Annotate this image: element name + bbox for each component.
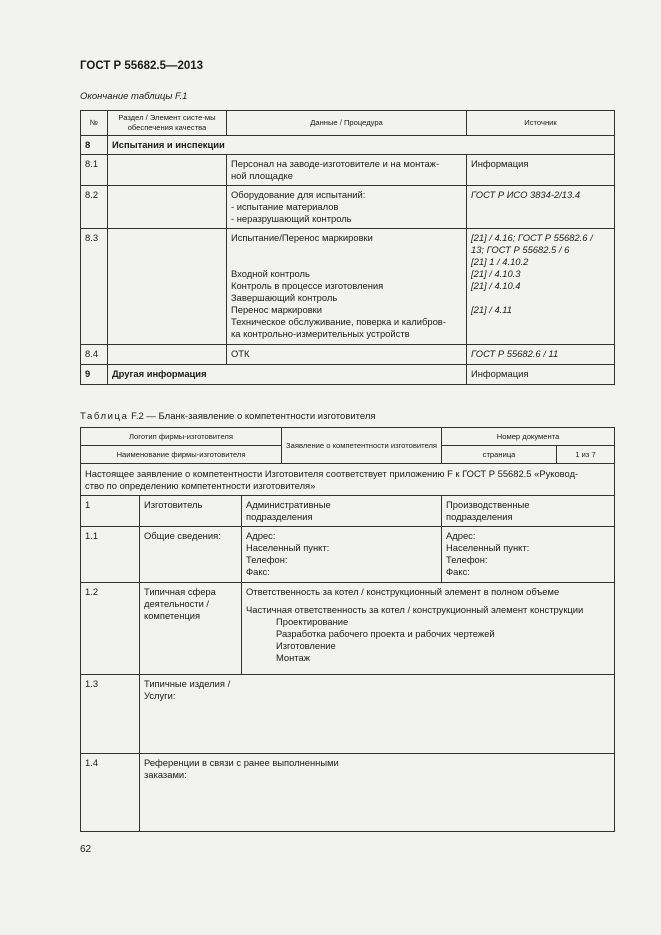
row-source (467, 229, 615, 345)
section-source: Информация (467, 365, 615, 385)
admin-contacts (242, 527, 442, 583)
document-title: ГОСТ Р 55682.5—2013 (80, 60, 204, 72)
table-f2 (80, 427, 615, 832)
header-source: Источник (467, 111, 615, 136)
logo-cell: Логотип фирмы-изготовителя (81, 428, 282, 446)
row-source-line: [21] / 4.10.3 (471, 268, 521, 279)
row-num: 1 (81, 496, 140, 527)
intro-text (81, 464, 615, 496)
section-row-8 (81, 136, 615, 155)
row-label-line: Типичные изделия / (144, 678, 231, 689)
header-element: Раздел / Элемент систе-мы обеспечения качества (108, 111, 227, 136)
form-row (81, 527, 615, 583)
row-data (227, 186, 467, 229)
form-row (81, 583, 615, 675)
row-label: Изготовитель (140, 496, 242, 527)
row-data-line: Перенос маркировки (231, 304, 323, 315)
row-data-line: ной площадке (231, 170, 293, 181)
competence-item: Изготовление (276, 640, 336, 651)
row-source-line: Информация (471, 158, 529, 169)
table-row (81, 345, 615, 365)
row-data-line: ОТК (231, 348, 250, 359)
row-source-line: [21] 1 / 4.10.2 (471, 256, 529, 267)
production-contacts (442, 527, 615, 583)
row-data-line: - испытание материалов (231, 201, 339, 212)
production-units (442, 496, 615, 527)
row-element (108, 186, 227, 229)
table-row (81, 229, 615, 345)
row-source-line: [21] / 4.11 (471, 304, 513, 315)
row-data-line: Входной контроль (231, 268, 310, 279)
competence-options (242, 583, 615, 675)
admin-line: Административные (246, 499, 331, 510)
table1-caption: Окончание таблицы F.1 (80, 91, 188, 102)
contact-fax-label: Факс: (246, 566, 270, 577)
row-source (467, 345, 615, 365)
contact-city-label: Населенный пункт: (246, 542, 330, 553)
row-source-line: ГОСТ Р 55682.6 / 11 (471, 348, 559, 359)
statement-cell: Заявление о компетентности изготовителя (282, 428, 442, 464)
row-source (467, 155, 615, 186)
intro-row (81, 464, 615, 496)
form-row (81, 496, 615, 527)
header-num: № (81, 111, 108, 136)
row-data-line: Оборудование для испытаний: (231, 189, 366, 200)
production-line: Производственные (446, 499, 530, 510)
row-element (108, 229, 227, 345)
spacer (231, 244, 462, 256)
row-data-line: Завершающий контроль (231, 292, 338, 303)
intro-line: ство по определению компетентности изготовителя» (85, 480, 316, 491)
row-num: 8.2 (81, 186, 108, 229)
page-value-cell: 1 из 7 (557, 446, 615, 464)
full-responsibility-option: Ответственность за котел / конструкционный элемент в полном объеме (246, 586, 560, 597)
form-row (81, 675, 615, 754)
row-num: 8.3 (81, 229, 108, 345)
row-label-line: компетенция (144, 610, 201, 621)
section-row-9 (81, 365, 615, 385)
row-num: 1.4 (81, 754, 140, 832)
caption-prefix: Таблица (80, 411, 129, 422)
spacer (471, 292, 610, 304)
contact-address-label: Адрес: (446, 530, 476, 541)
row-label (140, 583, 242, 675)
row-data-line: Персонал на заводе-изготовителе и на монтаж- (231, 158, 440, 169)
form-header-row (81, 428, 615, 446)
table-row (81, 155, 615, 186)
row-num: 1.2 (81, 583, 140, 675)
intro-line: Настоящее заявление о компетентности Изготовителя соответствует приложению F к ГОСТ Р 55682.5 «Руковод- (85, 468, 579, 479)
company-name-cell: Наименование фирмы-изготовителя (81, 446, 282, 464)
competence-item: Разработка рабочего проекта и рабочих чертежей (276, 628, 495, 639)
competence-item: Проектирование (276, 616, 349, 627)
table2-caption (80, 411, 376, 422)
table-f1 (80, 110, 615, 385)
row-source-line: 13; ГОСТ Р 55682.5 / 6 (471, 244, 570, 255)
row-label-line: Типичная сфера (144, 586, 216, 597)
row-data (227, 345, 467, 365)
row-label (140, 754, 615, 832)
row-source-line: [21] / 4.10.4 (471, 280, 521, 291)
row-num: 8.1 (81, 155, 108, 186)
page-label-cell: страница (442, 446, 557, 464)
row-data (227, 229, 467, 345)
row-label: Общие сведения: (140, 527, 242, 583)
header-data: Данные / Процедура (227, 111, 467, 136)
contact-phone-label: Телефон: (446, 554, 488, 565)
row-label (140, 675, 615, 754)
row-label-line: Услуги: (144, 690, 176, 701)
row-data-line: Техническое обслуживание, поверка и калибров- (231, 316, 446, 327)
row-label-line: Референции в связи с ранее выполненными (144, 757, 339, 768)
admin-line: подразделения (246, 511, 313, 522)
caption-text: F.2 — Бланк-заявление о компетентности изготовителя (128, 411, 376, 422)
table-row (81, 186, 615, 229)
contact-address-label: Адрес: (246, 530, 276, 541)
docnum-cell: Номер документа (442, 428, 615, 446)
row-data (227, 155, 467, 186)
row-source (467, 186, 615, 229)
row-label-line: деятельности / (144, 598, 210, 609)
row-num: 8.4 (81, 345, 108, 365)
row-data-line: Испытание/Перенос маркировки (231, 232, 373, 243)
row-element (108, 155, 227, 186)
row-data-line: - неразрушающий контроль (231, 213, 352, 224)
table-header-row (81, 111, 615, 136)
row-num: 1.3 (81, 675, 140, 754)
spacer (231, 256, 462, 268)
section-num: 8 (81, 136, 108, 155)
contact-phone-label: Телефон: (246, 554, 288, 565)
row-data-line: Контроль в процессе изготовления (231, 280, 384, 291)
row-source-line: ГОСТ Р ИСО 3834-2/13.4 (471, 189, 581, 200)
competence-item: Монтаж (276, 652, 310, 663)
contact-city-label: Населенный пункт: (446, 542, 530, 553)
contact-fax-label: Факс: (446, 566, 470, 577)
page-number: 62 (80, 844, 92, 855)
production-line: подразделения (446, 511, 513, 522)
admin-units (242, 496, 442, 527)
section-title: Испытания и инспекции (108, 136, 615, 155)
row-data-line: ка контрольно-измерительных устройств (231, 328, 410, 339)
partial-responsibility-option: Частичная ответственность за котел / конструкционный элемент конструкции (246, 604, 584, 615)
section-title: Другая информация (108, 365, 467, 385)
row-num: 1.1 (81, 527, 140, 583)
row-source-line: [21] / 4.16; ГОСТ Р 55682.6 / (471, 232, 593, 243)
row-label-line: заказами: (144, 769, 187, 780)
section-num: 9 (81, 365, 108, 385)
form-row (81, 754, 615, 832)
row-element (108, 345, 227, 365)
